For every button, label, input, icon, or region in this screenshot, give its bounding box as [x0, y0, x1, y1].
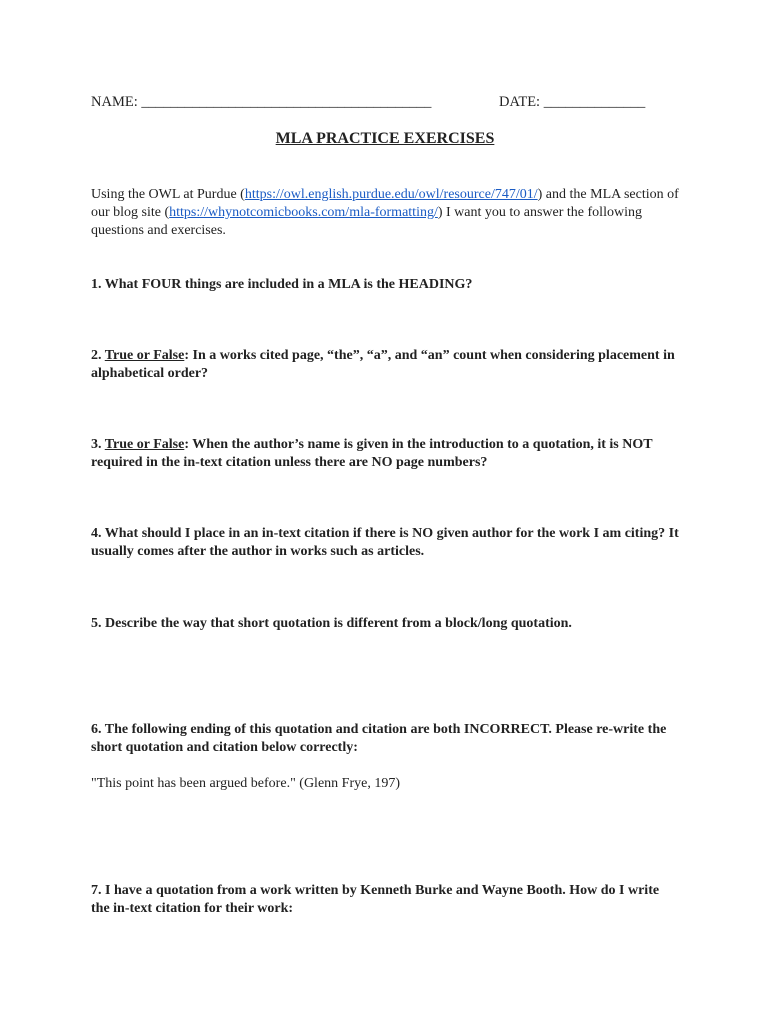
question-3-number: 3.	[91, 437, 105, 452]
question-7: 7. I have a quotation from a work written by Kenneth Burke and Wayne Booth. How do I write the in-text citation for their work:	[91, 883, 660, 916]
date-blank[interactable]: ______________	[543, 94, 646, 110]
page-title: MLA PRACTICE EXERCISES	[275, 130, 495, 147]
question-3	[91, 436, 681, 472]
name-label: NAME:	[91, 94, 138, 110]
true-false-label: True or False	[104, 437, 185, 452]
intro-text-1: Using the OWL at Purdue (	[91, 187, 245, 202]
question-1: 1. What FOUR things are included in a MLA is the HEADING?	[91, 277, 473, 292]
date-line	[499, 94, 645, 111]
owl-purdue-link[interactable]: https://owl.english.purdue.edu/owl/resource/747/01/	[244, 187, 538, 202]
question-2-text: : In a works cited page, “the”, “a”, and “an” count when considering placement in alphabetical order?	[91, 348, 675, 381]
date-label: DATE:	[499, 94, 541, 110]
name-blank[interactable]: ________________________________________	[141, 94, 432, 110]
blog-mla-link[interactable]: https://whynotcomicbooks.com/mla-formatting/	[169, 205, 438, 220]
true-false-label: True or False	[104, 348, 185, 363]
name-line	[91, 94, 431, 111]
example-quotation: "This point has been argued before." (Glenn Frye, 197)	[91, 776, 400, 791]
question-3-text: : When the author’s name is given in the introduction to a quotation, it is NOT required in the in-text citation unless there are NO page numbers?	[91, 437, 653, 470]
intro-text-3: ) I want you to answer the following questions and exercises.	[91, 205, 642, 238]
question-2-number: 2.	[91, 348, 105, 363]
intro-text-2: ) and the MLA section of our blog site (	[91, 187, 679, 220]
question-6: 6. The following ending of this quotation and citation are both INCORRECT. Please re-write the short quotation and citation below correctly:	[91, 722, 667, 755]
question-4: 4. What should I place in an in-text citation if there is NO given author for the work I am citing? It usually comes after the author in works such as articles.	[91, 526, 679, 559]
question-2	[91, 347, 681, 383]
question-5: 5. Describe the way that short quotation is different from a block/long quotation.	[91, 616, 572, 631]
intro-paragraph	[91, 186, 681, 240]
